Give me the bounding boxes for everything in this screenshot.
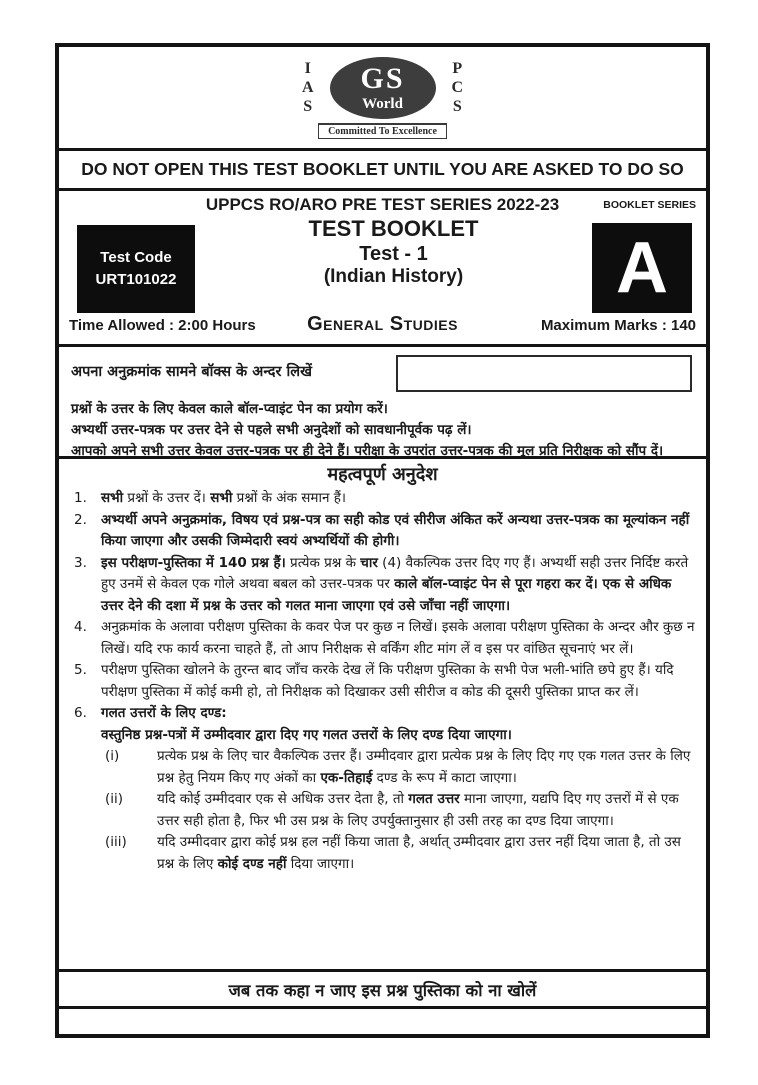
instruction-number: 5.: [74, 662, 87, 678]
instruction-text-segment: दण्ड के रूप में काटा जाएगा।: [372, 769, 517, 786]
instruction-item: [69, 553, 696, 618]
instruction-text-segment: (4) वैकल्पिक उत्तर दिए गए हैं। अभ्यर्थी सही उत्तर निर्दिष्ट करते हुए उनमें से केवल एक गोले अथवा बबल को उत्तर-पत्रक पर: [101, 554, 689, 592]
sub-instruction-number: (i): [105, 748, 120, 764]
note-line: आपको अपने सभी उत्तर केवल उत्तर-पत्रक पर ही देने हैं। परीक्षा के उपरांत उत्तर-पत्रक की मूल प्रति निरीक्षक को सौंप दें।: [71, 443, 664, 459]
test-booklet-cover: [55, 43, 710, 1038]
instruction-text-segment: गलत उत्तर: [408, 791, 460, 807]
logo-letter: C: [451, 78, 464, 96]
test-code-value: URT101022: [95, 271, 177, 288]
instruction-text-segment: गलत उत्तरों के लिए दण्ड:: [101, 705, 227, 721]
logo-left-letters: [302, 60, 314, 116]
gs-world-oval-icon: [330, 57, 436, 119]
booklet-series-label: BOOKLET SERIES: [603, 199, 696, 211]
roll-number-section: [59, 347, 706, 459]
roll-number-prompt: अपना अनुक्रमांक सामने बॉक्स के अन्दर लिखें: [71, 364, 312, 380]
gs-world-logo: [302, 57, 463, 119]
instruction-text-segment: प्रत्येक प्रश्न के लिए चार वैकल्पिक उत्तर हैं। उम्मीदवार द्वारा प्रत्येक प्रश्न के लिए दिए गए एक गलत उत्तर के लिए प्रश्न हेतु नियम किए गए अंकों का: [157, 748, 691, 786]
instruction-number: 4.: [74, 619, 87, 635]
instruction-text-segment: इस परीक्षण-पुस्तिका में 140 प्रश्न हैं।: [101, 554, 286, 571]
instruction-text: [101, 488, 696, 510]
logo-letter: I: [304, 59, 311, 77]
instruction-item: [69, 703, 696, 746]
footer-empty-strip: [59, 1009, 706, 1034]
instruction-text-segment: एक-तिहाई: [320, 769, 373, 786]
instruction-text: [101, 617, 696, 660]
logo-letter: S: [452, 97, 462, 115]
instructions-heading: महत्वपूर्ण अनुदेश: [327, 464, 438, 485]
instructions-section: [59, 459, 706, 972]
paper-name: General Studies: [307, 313, 458, 335]
note-line: प्रश्नों के उत्तर के लिए केवल काले बॉल-प्वाइंट पेन का प्रयोग करें।: [71, 401, 388, 417]
logo-oval-bottom-text: World: [362, 95, 403, 112]
instruction-text-segment: सभी: [210, 490, 233, 506]
logo-right-letters: [452, 60, 464, 116]
instruction-text: [101, 510, 696, 553]
roll-number-row: [71, 355, 694, 392]
test-number: Test - 1: [359, 243, 428, 265]
instruction-item: [69, 660, 696, 703]
instruction-text-segment: यदि उम्मीदवार द्वारा कोई प्रश्न हल नहीं किया जाता है, अर्थात् उम्मीदवार द्वारा उत्तर नहीं दिया जाता है, तो उस प्रश्न के लिए: [157, 834, 681, 872]
instruction-text-segment: प्रत्येक प्रश्न के: [285, 554, 361, 571]
header-bottom-row: [69, 313, 696, 336]
note-line: अभ्यर्थी उत्तर-पत्रक पर उत्तर देने से पहले सभी अनुदेशों को सावधानीपूर्वक पढ़ लें।: [71, 422, 472, 438]
sub-instruction-text: [157, 789, 696, 832]
series-title-row: [69, 195, 696, 215]
instruction-text-segment: परीक्षण पुस्तिका खोलने के तुरन्त बाद जाँच करके देख लें कि परीक्षण पुस्तिका के सभी पेज भली-भांति छपे हुए हैं। यदि परीक्षण पुस्तिका में कोई कमी हो, तो निरीक्षक को दिखाकर उसी सीरीज व कोड की दूसरी पुस्तिका प्राप्त कर लें।: [101, 662, 674, 700]
sub-instruction-number: (ii): [105, 791, 124, 807]
instruction-text-segment: काले बॉल-प्वाइंट पेन से पूरा गहरा कर दें। एक से अधिक उत्तर देने की दशा में प्रश्न के उत्तर को गलत माना जाएगा एवं उसे जाँचा नहीं जाएगा।: [101, 576, 672, 614]
instruction-item: [69, 488, 696, 510]
instruction-number: 1.: [74, 490, 87, 506]
logo-letter: A: [301, 78, 314, 96]
instruction-number: 2.: [74, 511, 87, 528]
footer-warning: जब तक कहा न जाए इस प्रश्न पुस्तिका को ना खोलें: [59, 972, 706, 1009]
sub-instruction-item: [69, 746, 696, 789]
test-code-label: Test Code: [100, 248, 172, 266]
sub-instruction-item: [69, 789, 696, 832]
roll-number-input-box[interactable]: [396, 355, 692, 392]
sub-instruction-item: [69, 832, 696, 875]
instruction-text-segment: दिया जाएगा।: [286, 855, 355, 872]
instruction-text-segment: माना जाएगा, यद्यपि दिए गए उत्तरों में से एक उत्तर सही होता है, फिर भी उस प्रश्न के लिए उपर्युक्तानुसार ही उसी तरह का दण्ड दिया जाएगा।: [157, 791, 679, 829]
instruction-text: [101, 553, 696, 618]
subject-title: (Indian History): [323, 266, 464, 287]
exam-header: [59, 191, 706, 347]
booklet-titles: [195, 216, 592, 288]
instruction-text-segment: प्रश्नों के उत्तर दें।: [123, 490, 211, 506]
test-code-box: [77, 225, 195, 313]
instruction-text-segment: अनुक्रमांक के अलावा परीक्षण पुस्तिका के कवर पेज पर कुछ न लिखें। इसके अलावा परीक्षण पुस्तिका के अन्दर और कुछ न लिखें। यदि रफ कार्य करना चाहते हैं, तो आप निरीक्षक से वर्किंग शीट मांग लें व इस पर वांछित सूचनाएं भर लें।: [101, 619, 695, 657]
instruction-item: [69, 510, 696, 553]
instruction-text-segment: वस्तुनिष्ठ प्रश्न-पत्रों में उम्मीदवार द्वारा दिए गए गलत उत्तरों के लिए दण्ड दिया जाएगा।: [101, 726, 512, 743]
sub-instruction-text: [157, 746, 696, 789]
instruction-text-segment: यदि कोई उम्मीदवार एक से अधिक उत्तर देता है, तो: [157, 791, 409, 807]
sub-instruction-text: [157, 832, 696, 875]
instruction-text: [101, 703, 696, 746]
sub-instruction-number: (iii): [105, 834, 127, 850]
logo-letter: S: [303, 97, 313, 115]
general-notes: [71, 399, 694, 462]
instruction-text-segment: चार: [360, 554, 378, 571]
logo-oval-top-text: GS: [360, 61, 405, 95]
instruction-text-segment: कोई दण्ड नहीं: [217, 855, 287, 872]
instruction-text-segment: सभी: [101, 490, 124, 506]
series-title: UPPCS RO/ARO PRE TEST SERIES 2022-23: [205, 195, 560, 214]
maximum-marks: Maximum Marks : 140: [540, 317, 697, 334]
logo-letter: P: [452, 59, 463, 77]
instruction-text: [101, 660, 696, 703]
warning-banner: DO NOT OPEN THIS TEST BOOKLET UNTIL YOU ARE ASKED TO DO SO: [59, 151, 706, 191]
time-allowed: Time Allowed : 2:00 Hours: [69, 317, 256, 334]
instruction-number: 3.: [74, 554, 87, 571]
logo-tagline: Committed To Excellence: [318, 123, 447, 139]
instruction-number: 6.: [74, 705, 87, 721]
instruction-text-segment: अभ्यर्थी अपने अनुक्रमांक, विषय एवं प्रश्न-पत्र का सही कोड एवं सीरीज अंकित करें अन्यथा उत्तर-पत्रक का मूल्यांकन नहीं किया जाएगा और उसकी जिम्मेदारी स्वयं अभ्यर्थियों की होगी।: [101, 511, 690, 549]
instruction-text-segment: प्रश्नों के अंक समान हैं।: [232, 490, 347, 506]
instructions-list: [69, 488, 696, 875]
booklet-title: TEST BOOKLET: [308, 216, 479, 241]
logo-section: [59, 47, 706, 151]
instruction-item: [69, 617, 696, 660]
header-middle-row: [69, 216, 696, 313]
booklet-series-box: A: [592, 223, 692, 313]
